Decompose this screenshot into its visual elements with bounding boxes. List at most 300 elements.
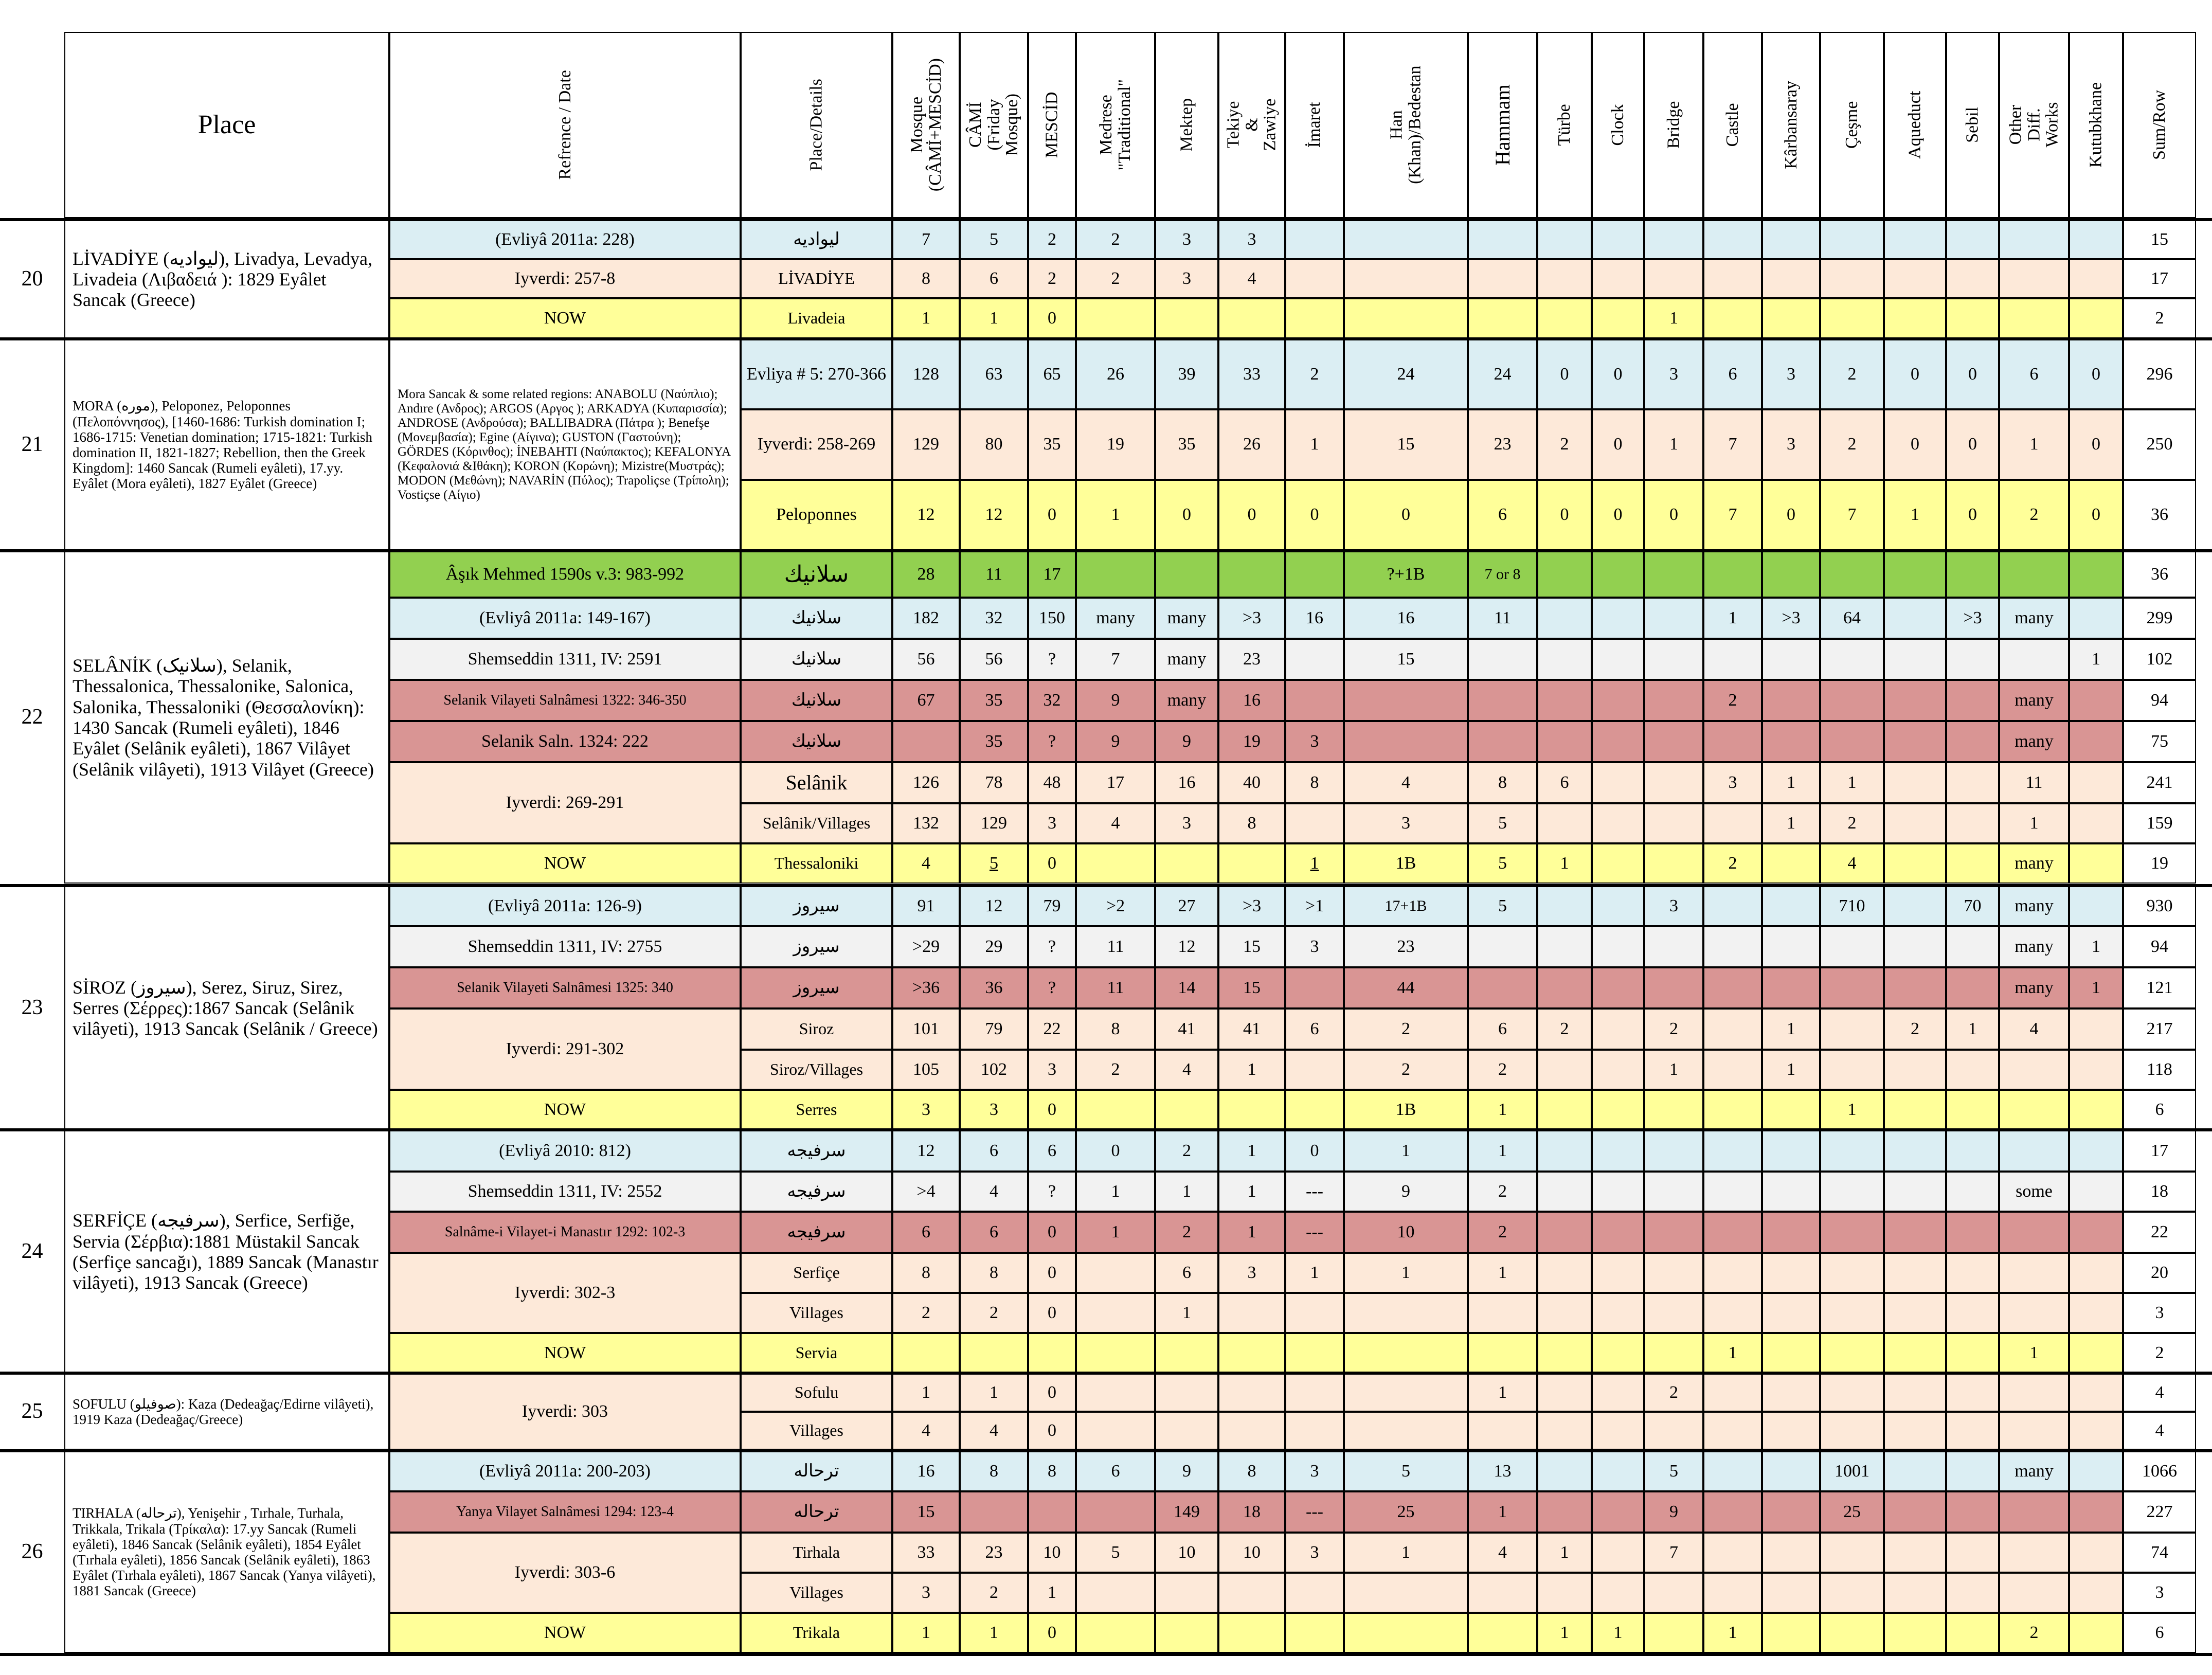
value-cell [1999,1253,2069,1293]
sum-cell: 250 [2123,409,2196,480]
reference-cell: Yanya Vilayet Salnâmesi 1294: 123-4 [389,1491,741,1533]
value-cell [1762,1451,1820,1491]
value-cell [1644,762,1703,803]
value-cell [1076,1253,1155,1293]
value-cell [1076,1412,1155,1450]
header-label: Mosque (CÂMİ+MESCİD) [907,58,945,192]
reference-cell: Shemseddin 1311, IV: 2552 [389,1172,741,1212]
value-cell: 3 [1155,259,1218,298]
detail-cell: Thessaloniki [741,843,892,884]
value-cell: 1 [1820,762,1884,803]
detail-cell: سيروز [741,926,892,967]
sum-cell: 94 [2123,680,2196,721]
value-cell [1762,1130,1820,1172]
value-cell [1946,1573,1999,1613]
value-cell [1592,1533,1644,1573]
value-cell: 9 [1344,1172,1468,1212]
value-cell: 1 [960,1374,1028,1412]
value-cell: 2 [1028,220,1076,259]
value-cell [1537,1374,1592,1412]
value-cell [1762,967,1820,1008]
value-cell [1999,1412,2069,1450]
value-cell: 3 [1155,220,1218,259]
value-cell [1644,1090,1703,1130]
value-cell: >36 [892,967,960,1008]
reference-cell: NOW [389,298,741,338]
place-cell: SOFULU (صوفيلو): Kaza (Dedeağaç/Edirne vilâyeti), 1919 Kaza (Dedeağaç/Greece) [64,1374,389,1450]
value-cell [1884,298,1946,338]
value-cell: 1 [1820,1090,1884,1130]
sum-cell: 20 [2123,1253,2196,1293]
sum-cell: 118 [2123,1050,2196,1090]
value-cell: many [1999,680,2069,721]
value-cell: 14 [1155,967,1218,1008]
value-cell [1155,1412,1218,1450]
value-cell: 16 [1155,762,1218,803]
value-cell: 10 [1344,1212,1468,1253]
value-cell: 39 [1155,339,1218,409]
reference-cell: Iyverdi: 303 [389,1374,741,1450]
value-cell [1762,721,1820,762]
value-cell: 1 [1155,1293,1218,1333]
value-cell: 56 [960,639,1028,680]
header-11 [1468,32,1537,218]
detail-cell: Selânik/Villages [741,803,892,843]
value-cell: 2 [1155,1212,1218,1253]
value-cell: 8 [1028,1451,1076,1491]
value-cell [1028,1491,1076,1533]
value-cell [1999,1212,2069,1253]
value-cell: 1 [1344,1253,1468,1293]
value-cell [1999,1491,2069,1533]
value-cell [1592,259,1644,298]
value-cell: 7 [1644,1533,1703,1573]
sum-cell: 1066 [2123,1451,2196,1491]
value-cell: 2 [1644,1374,1703,1412]
group-separator [0,1372,2212,1375]
value-cell [1537,1130,1592,1172]
detail-cell: سلانيك [741,598,892,639]
value-cell: 32 [960,598,1028,639]
value-cell: 1 [1592,1613,1644,1653]
value-cell [1884,639,1946,680]
place-cell: MORA (موره), Peloponez, Peloponnes (Πελοπόννησος), [1460-1686: Turkish domination I; 1686-1715: Venetian domination; 1715-1821: Turkish domination II, 1821-1827; Rebellion, then the Greek Kingdom]: 1460 Sancak (Rumeli eyâleti), 17.yy. Eyâlet (Mora eyâleti), 1827 Eyâlet (Greece) [64,339,389,550]
value-cell [1820,926,1884,967]
value-cell: 3 [1028,1050,1076,1090]
value-cell: 0 [1592,339,1644,409]
value-cell [1946,639,1999,680]
value-cell [1644,803,1703,843]
value-cell [1592,1333,1644,1373]
value-cell [1644,967,1703,1008]
row-number: 26 [0,1451,64,1653]
value-cell [1537,886,1592,926]
value-cell: 3 [892,1090,960,1130]
value-cell [1076,1491,1155,1533]
value-cell: 18 [1218,1491,1285,1533]
value-cell: 1 [1537,843,1592,884]
value-cell [1884,1293,1946,1333]
value-cell [1703,551,1762,598]
value-cell: 6 [960,259,1028,298]
value-cell [1999,639,2069,680]
value-cell: 16 [1285,598,1344,639]
value-cell [1644,1253,1703,1293]
value-cell [1762,298,1820,338]
value-cell: --- [1285,1172,1344,1212]
value-cell [1703,926,1762,967]
value-cell: 0 [1762,480,1820,550]
value-cell [2069,1050,2123,1090]
reference-cell: Selanik Vilayeti Salnâmesi 1325: 340 [389,967,741,1008]
value-cell [1820,298,1884,338]
value-cell [1344,298,1468,338]
value-cell: >29 [892,926,960,967]
value-cell [1592,1212,1644,1253]
value-cell: 132 [892,803,960,843]
sum-cell: 4 [2123,1412,2196,1450]
value-cell [1537,1412,1592,1450]
value-cell [1762,1412,1820,1450]
value-cell [1218,1573,1285,1613]
value-cell [1884,1491,1946,1533]
value-cell [1884,1130,1946,1172]
value-cell: 4 [892,843,960,884]
sum-cell: 17 [2123,259,2196,298]
value-cell [1884,598,1946,639]
value-cell: 0 [1285,1130,1344,1172]
reference-cell: (Evliyâ 2011a: 228) [389,220,741,259]
value-cell: 23 [1344,926,1468,967]
value-cell [1644,1212,1703,1253]
header-0: Place [64,32,389,218]
value-cell [1285,1050,1344,1090]
value-cell [1820,639,1884,680]
value-cell [1999,1293,2069,1333]
value-cell: 0 [1218,480,1285,550]
value-cell [1285,639,1344,680]
value-cell [1946,220,1999,259]
value-cell [2069,1374,2123,1412]
value-cell: 182 [892,598,960,639]
value-cell [1592,551,1644,598]
value-cell [1285,1374,1344,1412]
value-cell: 12 [960,886,1028,926]
value-cell: 6 [1076,1451,1155,1491]
value-cell: 16 [1344,598,1468,639]
value-cell: 4 [1820,843,1884,884]
value-cell [1884,843,1946,884]
value-cell [1762,1613,1820,1653]
value-cell: 2 [1344,1050,1468,1090]
header-12 [1537,32,1592,218]
group-separator [0,1653,2212,1656]
value-cell: 1 [1884,480,1946,550]
value-cell [1644,598,1703,639]
value-cell [1218,843,1285,884]
value-cell: 1 [892,1374,960,1412]
value-cell: 7 [1820,480,1884,550]
value-cell: 3 [1285,1451,1344,1491]
value-cell: 6 [1537,762,1592,803]
value-cell [1703,1491,1762,1533]
value-cell: 11 [1076,926,1155,967]
value-cell: 129 [960,803,1028,843]
value-cell: 11 [1468,598,1537,639]
value-cell [2069,1573,2123,1613]
value-cell [1076,1293,1155,1333]
details-cell: Mora Sancak & some related regions: ANABOLU (Ναύπλιο); Andıre (Ανδρος); ARGOS (Αργος ); ARKADYA (Κυπαρισσία); ANDROSE (Ανδρούσα); BALLIBADRA (Πάτρα ); Benefşe (Μονεμβασία); Egine (Αίγινα); GUSTON (Γαστούνη); GÖRDES (Κόρινθος); İNEBAHTI (Ναύπακτος); KEFALONYA (Κεφαλονιά &Ιθάκη); KORON (Κορώνη); Mizistre(Μυστράς); MODON (Μεθώνη); NAVARİN (Πύλος); Trapoliçse (Τρίπολη); Vostiçse (Αίγιο) [389,339,741,550]
header-14 [1644,32,1703,218]
value-cell [1592,1008,1644,1050]
value-cell: ? [1028,967,1076,1008]
value-cell [1592,1130,1644,1172]
value-cell: 9 [1155,1451,1218,1491]
value-cell: 0 [1028,1212,1076,1253]
reference-cell: (Evliyâ 2011a: 200-203) [389,1451,741,1491]
value-cell: 4 [960,1172,1028,1212]
value-cell [1468,1293,1537,1333]
value-cell: some [1999,1172,2069,1212]
value-cell: --- [1285,1491,1344,1533]
value-cell: 2 [1155,1130,1218,1172]
value-cell: 23 [1218,639,1285,680]
value-cell: 7 or 8 [1468,551,1537,598]
detail-cell: ليواديه [741,220,892,259]
value-cell: 5 [1344,1451,1468,1491]
value-cell [1592,220,1644,259]
value-cell [960,1333,1028,1373]
value-cell [1820,1412,1884,1450]
value-cell: 3 [1218,220,1285,259]
value-cell: 1 [1762,1008,1820,1050]
value-cell: 3 [1028,803,1076,843]
value-cell: 0 [2069,339,2123,409]
value-cell: 8 [892,259,960,298]
value-cell [1884,721,1946,762]
value-cell [1762,220,1820,259]
sum-cell: 36 [2123,551,2196,598]
value-cell: 65 [1028,339,1076,409]
value-cell [1703,1573,1762,1613]
value-cell: 0 [1028,1293,1076,1333]
value-cell: 0 [1592,480,1644,550]
value-cell [1820,1130,1884,1172]
value-cell: 2 [1537,1008,1592,1050]
value-cell: 1 [1468,1253,1537,1293]
value-cell: 2 [1999,1613,2069,1653]
value-cell [1468,1412,1537,1450]
value-cell [1946,721,1999,762]
value-cell [1218,1374,1285,1412]
sum-cell: 296 [2123,339,2196,409]
value-cell [1592,1253,1644,1293]
detail-cell: Villages [741,1573,892,1613]
value-cell [1946,843,1999,884]
value-cell [2069,1533,2123,1573]
reference-cell: NOW [389,1090,741,1130]
value-cell [1155,298,1218,338]
value-cell: 0 [1884,409,1946,480]
reference-cell: Salnâme-i Vilayet-i Manastır 1292: 102-3 [389,1212,741,1253]
value-cell [1468,298,1537,338]
value-cell: 35 [1028,409,1076,480]
value-cell [1884,259,1946,298]
value-cell [1820,680,1884,721]
value-cell [1703,1090,1762,1130]
value-cell: 101 [892,1008,960,1050]
value-cell [1592,926,1644,967]
value-cell: 3 [1644,339,1703,409]
value-cell [1218,1412,1285,1450]
value-cell [1703,1253,1762,1293]
value-cell [1820,1293,1884,1333]
reference-cell: Iyverdi: 302-3 [389,1253,741,1333]
value-cell: 1 [1218,1130,1285,1172]
value-cell: 63 [960,339,1028,409]
value-cell [1644,1172,1703,1212]
value-cell: 4 [1076,803,1155,843]
value-cell [1592,762,1644,803]
value-cell: 1 [892,298,960,338]
header-19 [1946,32,1999,218]
value-cell: 0 [1537,339,1592,409]
header-label: Kârbansaray [1781,81,1801,169]
value-cell [2069,220,2123,259]
value-cell [1537,926,1592,967]
value-cell: 0 [1537,480,1592,550]
value-cell: 7 [1703,480,1762,550]
value-cell: 22 [1028,1008,1076,1050]
value-cell [1884,926,1946,967]
value-cell [1762,1374,1820,1412]
value-cell [1644,680,1703,721]
value-cell: 3 [1285,926,1344,967]
value-cell [1762,1172,1820,1212]
value-cell: 0 [1076,1130,1155,1172]
value-cell [1644,1412,1703,1450]
value-cell: many [1155,680,1218,721]
value-cell [1820,220,1884,259]
value-cell: 1 [1028,1573,1076,1613]
value-cell [1344,1613,1468,1653]
header-5 [1028,32,1076,218]
value-cell: 0 [1644,480,1703,550]
value-cell: 6 [1999,339,2069,409]
header-label: CÂMİ (Friday Mosque) [965,94,1022,156]
detail-cell: Siroz [741,1008,892,1050]
reference-cell: (Evliyâ 2010: 812) [389,1130,741,1172]
value-cell [1644,721,1703,762]
value-cell [1344,220,1468,259]
value-cell [1703,639,1762,680]
value-cell [1468,1573,1537,1613]
header-label: Sebil [1963,107,1982,143]
value-cell [1644,1333,1703,1373]
value-cell [1644,1293,1703,1333]
value-cell: 6 [1468,1008,1537,1050]
value-cell [1946,967,1999,1008]
value-cell [1946,762,1999,803]
value-cell [2069,1212,2123,1253]
value-cell [1946,680,1999,721]
reference-cell: Selanik Saln. 1324: 222 [389,721,741,762]
value-cell: 1 [1468,1491,1537,1533]
sum-cell: 18 [2123,1172,2196,1212]
value-cell [1999,1374,2069,1412]
value-cell [1820,967,1884,1008]
value-cell: 2 [1344,1008,1468,1050]
detail-cell: سيروز [741,886,892,926]
value-cell [1946,1613,1999,1653]
value-cell [1762,1333,1820,1373]
sum-cell: 17 [2123,1130,2196,1172]
value-cell [1537,259,1592,298]
value-cell: 2 [1644,1008,1703,1050]
value-cell [1999,1573,2069,1613]
value-cell: 149 [1155,1491,1218,1533]
value-cell [1285,259,1344,298]
value-cell: 126 [892,762,960,803]
value-cell: 1 [1285,843,1344,884]
value-cell: 9 [1644,1491,1703,1533]
value-cell: 3 [1762,409,1820,480]
header-label: Hammam [1490,84,1514,166]
value-cell: 12 [892,480,960,550]
value-cell [1946,1533,1999,1573]
value-cell [1946,1212,1999,1253]
value-cell [2069,1172,2123,1212]
value-cell: 6 [892,1212,960,1253]
value-cell [1820,1253,1884,1293]
value-cell [1762,1212,1820,1253]
value-cell: 0 [1946,409,1999,480]
value-cell: 11 [1076,967,1155,1008]
value-cell: 6 [1155,1253,1218,1293]
value-cell: 41 [1155,1008,1218,1050]
sum-cell: 217 [2123,1008,2196,1050]
value-cell [2069,680,2123,721]
detail-cell: Serfiçe [741,1253,892,1293]
value-cell: 2 [1468,1172,1537,1212]
header-20 [1999,32,2069,218]
value-cell [1884,1613,1946,1653]
value-cell [1537,1573,1592,1613]
value-cell [2069,1491,2123,1533]
value-cell [1285,803,1344,843]
value-cell: 1 [1537,1533,1592,1573]
value-cell [1884,803,1946,843]
value-cell: 5 [1468,843,1537,884]
value-cell: 0 [1028,480,1076,550]
value-cell [1820,1008,1884,1050]
value-cell [1537,1172,1592,1212]
value-cell [1884,1253,1946,1293]
value-cell: 25 [1820,1491,1884,1533]
value-cell [1592,1451,1644,1491]
value-cell: 1 [1946,1008,1999,1050]
value-cell: 5 [1076,1533,1155,1573]
value-cell [1076,1090,1155,1130]
value-cell [1703,886,1762,926]
value-cell [1285,967,1344,1008]
value-cell: 6 [1285,1008,1344,1050]
value-cell [892,1333,960,1373]
detail-cell: سلانيك [741,680,892,721]
value-cell [1537,598,1592,639]
value-cell [1946,926,1999,967]
value-cell [2069,1333,2123,1373]
